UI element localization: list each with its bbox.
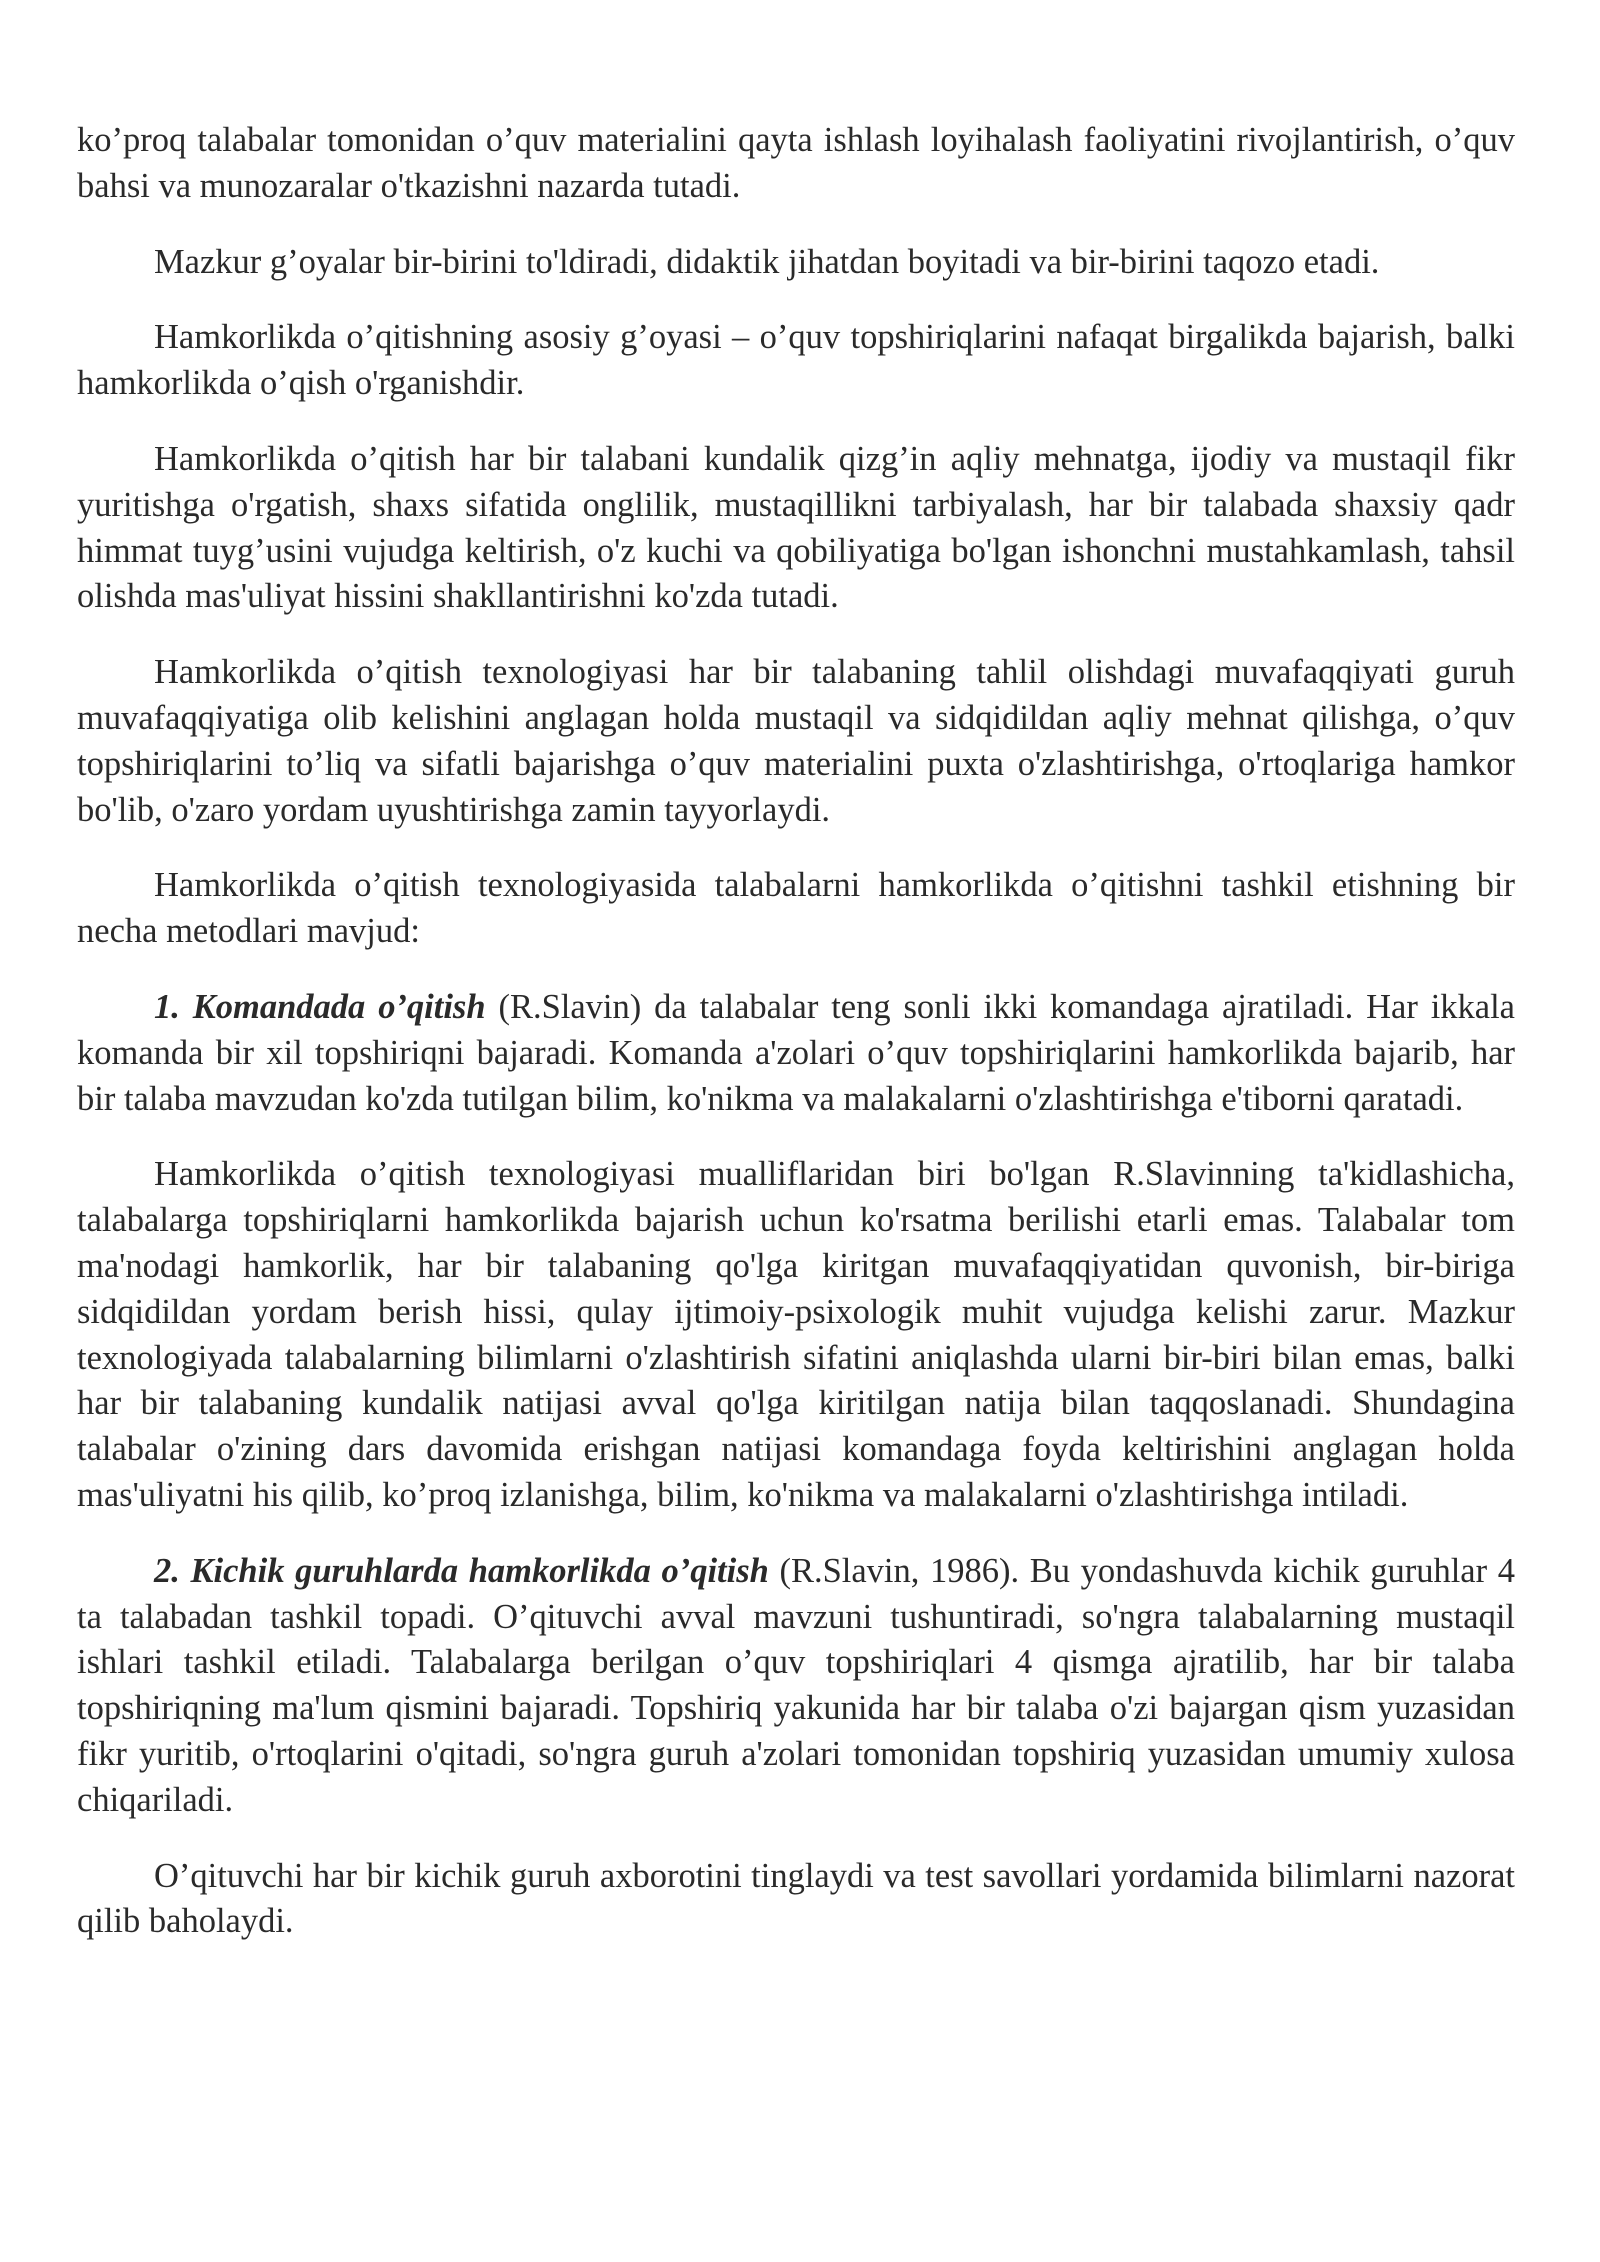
paragraph-text: Mazkur g’oyalar bir-birini to'ldiradi, didaktik jihatdan boyitadi va bir-birini taqozo etadi. — [154, 242, 1380, 281]
method-heading: 1. Komandada o’qitish — [154, 987, 486, 1026]
paragraph-text: O’qituvchi har bir kichik guruh axborotini tinglaydi va test savollari yordamida bilimlarni nazorat qilib baholaydi. — [77, 1856, 1515, 1941]
paragraph-text: (R.Slavin) da talabalar teng sonli ikki komandaga ajratiladi. Har ikkala komanda bir xil topshiriqni bajaradi. Komanda a'zolari o’quv topshiriqlarini hamkorlikda bajarib, har bir talaba mavzudan ko'zda tutilgan bilim, ko'nikma va malakalarni o'zlashtirishga e'tiborni qaratadi. — [77, 987, 1515, 1118]
paragraph — [77, 437, 1515, 620]
paragraph — [77, 863, 1515, 955]
paragraph-text: Hamkorlikda o’qitish texnologiyasi har bir talabaning tahlil olishdagi muvafaqqiyati guruh muvafaqqiyatiga olib kelishini anglagan holda mustaqil va sidqidildan aqliy mehnat qilishga, o’quv topshiriqlarini to’liq va sifatli bajarishga o’quv materialini puxta o'zlashtirishga, o'rtoqlariga hamkor bo'lib, o'zaro yordam uyushtirishga zamin tayyorlaydi. — [77, 653, 1515, 829]
paragraph — [77, 1152, 1515, 1518]
paragraph-text: ko’proq talabalar tomonidan o’quv materialini qayta ishlash loyihalash faoliyatini rivojlantirish, o’quv bahsi va munozaralar o'tkazishni nazarda tutadi. — [77, 121, 1515, 205]
paragraph-text: (R.Slavin, 1986). Bu yondashuvda kichik guruhlar 4 ta talabadan tashkil topadi. O’qituvchi avval mavzuni tushuntiradi, so'ngra talabalarning mustaqil ishlari tashkil etiladi. Talabalarga berilgan o’quv topshiriqlari 4 qismga ajratilib, har bir talaba topshiriqning ma'lum qismini bajaradi. Topshiriq yakunida har bir talaba o'zi bajargan qism yuzasidan fikr yuritib, o'rtoqlarini o'qitadi, so'ngra guruh a'zolari tomonidan topshiriq yuzasidan umumiy xulosa chiqariladi. — [77, 1551, 1515, 1819]
document-body — [77, 118, 1515, 1975]
paragraph-text: Hamkorlikda o’qitish texnologiyasida talabalarni hamkorlikda o’qitishni tashkil etishning bir necha metodlari mavjud: — [77, 866, 1515, 951]
paragraph-text: Hamkorlikda o’qitish har bir talabani kundalik qizg’in aqliy mehnatga, ijodiy va mustaqil fikr yuritishga o'rgatish, shaxs sifatida onglilik, mustaqillikni tarbiyalash, har bir talabada shaxsiy qadr himmat tuyg’usini vujudga keltirish, o'z kuchi va qobiliyatiga bo'lgan ishonchni mustahkamlash, tahsil olishda mas'uliyat hissini shakllantirishni ko'zda tutadi. — [77, 439, 1515, 616]
paragraph-text: Hamkorlikda o’qitishning asosiy g’oyasi – o’quv topshiriqlarini nafaqat birgalikda bajarish, balki hamkorlikda o’qish o'rganishdir. — [77, 318, 1515, 403]
paragraph — [77, 650, 1515, 833]
paragraph-continuation — [77, 118, 1515, 210]
paragraph — [77, 240, 1515, 286]
method-paragraph-2 — [77, 1549, 1515, 1824]
paragraph — [77, 1854, 1515, 1946]
method-paragraph-1 — [77, 985, 1515, 1122]
method-heading: 2. Kichik guruhlarda hamkorlikda o’qitish — [154, 1551, 769, 1590]
paragraph — [77, 315, 1515, 407]
paragraph-text: Hamkorlikda o’qitish texnologiyasi mualliflaridan biri bo'lgan R.Slavinning ta'kidlashicha, talabalarga topshiriqlarni hamkorlikda bajarish uchun ko'rsatma berilishi etarli emas. Talabalar tom ma'nodagi hamkorlik, har bir talabaning qo'lga kiritgan muvafaqqiyatidan quvonish, bir-biriga sidqidildan yordam berish hissi, qulay ijtimoiy-psixologik muhit vujudga kelishi zarur. Mazkur texnologiyada talabalarning bilimlarni o'zlashtirish sifatini aniqlashda ularni bir-biri bilan emas, balki har bir talabaning kundalik natijasi avval qo'lga kiritilgan natija bilan taqqoslanadi. Shundagina talabalar o'zining dars davomida erishgan natijasi komandaga foyda keltirishini anglagan holda mas'uliyatni his qilib, ko’proq izlanishga, bilim, ko'nikma va malakalarni o'zlashtirishga intiladi. — [77, 1155, 1515, 1514]
